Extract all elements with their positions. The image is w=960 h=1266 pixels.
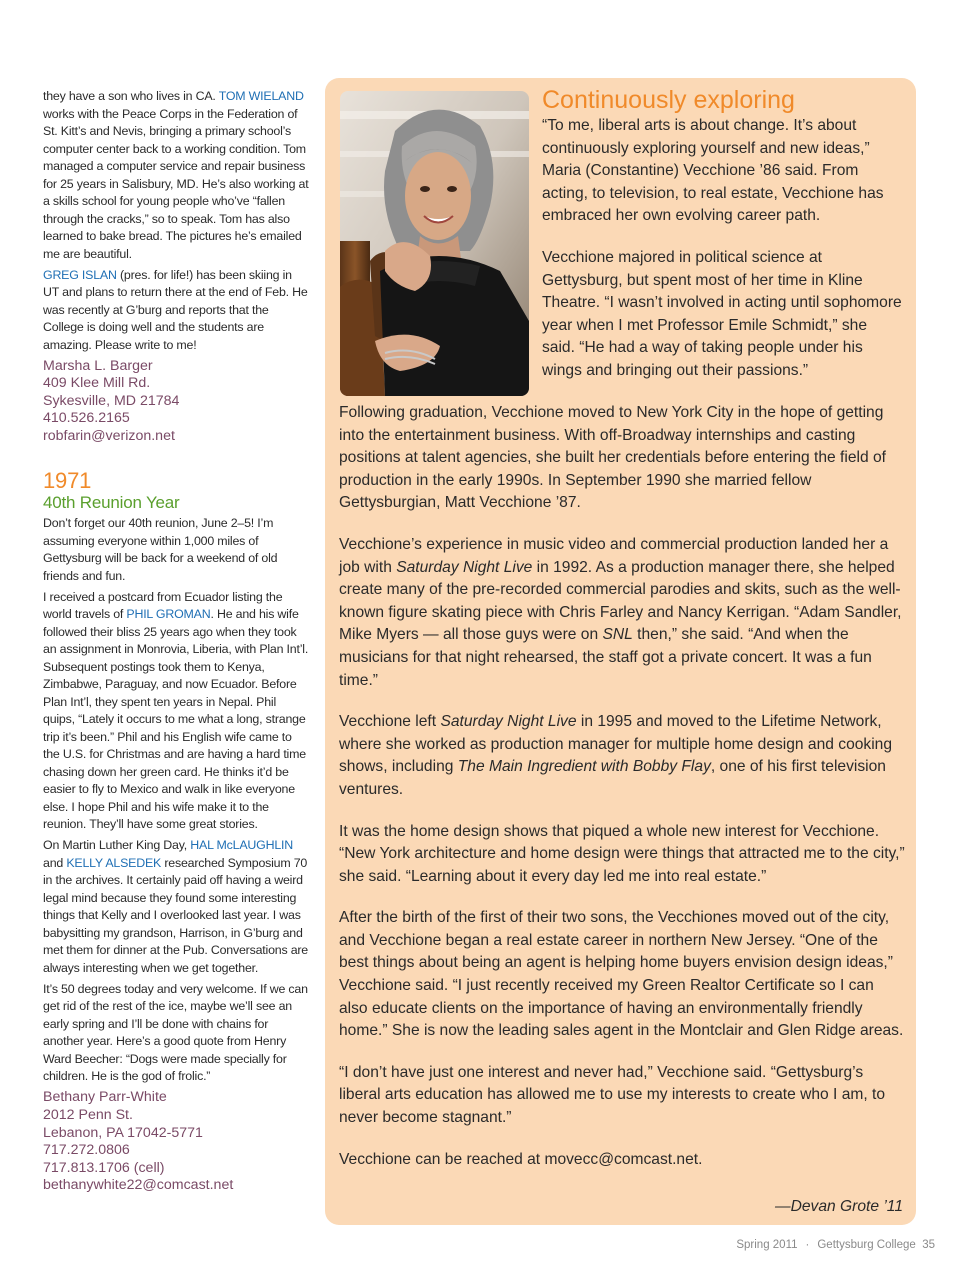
portrait-photo	[340, 91, 529, 396]
feature-paragraph: “I don’t have just one interest and never had,” Vecchione said. “Gettysburg’s liberal arts education has allowed me to use my interests to create who I am, to never become stagnant.”	[339, 1063, 886, 1127]
class-year-heading: 1971	[43, 468, 92, 494]
reunion-subheading: 40th Reunion Year	[43, 493, 180, 513]
class-note-paragraph: they have a son who lives in CA. TOM WIELAND works with the Peace Corps in the Federation of St. Kitt’s and Nevis, bringing a primary school’s computer center back to a working condition. Tom managed a computer service and repair business for 25 years in Salisbury, MD. He’s also working at a skills school for young people who’ve “fallen through the cracks,” so to speak. Tom has also learned to bake bread. The pictures he’s emailed me are beautiful.	[43, 89, 309, 261]
classmate-name: PHIL GROMAN	[126, 607, 211, 622]
contact-email[interactable]: robfarin@verizon.net	[43, 427, 175, 444]
feature-paragraph: Following graduation, Vecchione moved to New York City in the hope of getting into the entertainment business. With off-Broadway internships and casting positions at talent agencies, she built her credentials before entering the field of production in the early 1990s. In September 1990 she married fellow Gettysburgian, Matt Vecchione ’87.	[339, 404, 886, 512]
classmate-name: GREG ISLAN	[43, 267, 117, 282]
show-title: Saturday Night Live	[440, 713, 577, 731]
contact-name: Bethany Parr-White	[43, 1089, 167, 1106]
class-note-paragraph: It’s 50 degrees today and very welcome. If we can get rid of the rest of the ice, maybe we’ll see an early spring and I’ll be done with chains for another year. Here’s a good quote from Henry Ward Beecher: “Dogs were made specially for children. He is the god of frolic.”	[43, 981, 308, 1084]
feature-paragraph: After the birth of the first of their two sons, the Vecchiones moved out of the city, and Vecchione began a real estate career in northern New Jersey. “One of the best things about being an agent is helping home buyers envision design ideas,” Vecchione said. “I just recently received my Green Realtor Certificate so I can also educate clients on the importance of having an environmentally friendly home.” She is now the leading sales agent in the Montclair and Glen Ridge areas.	[339, 909, 904, 1040]
contact-city: Sykesville, MD 21784	[43, 392, 180, 409]
feature-paragraph: It was the home design shows that piqued a whole new interest for Vecchione. “New York architecture and home design were things that attracted me to the city,” she said. “Learning about it every day led me into real estate.”	[339, 822, 905, 885]
class-note-paragraph: On Martin Luther King Day, HAL McLAUGHLIN and KELLY ALSEDEK researched Symposium 70 in the archives. It certainly paid off having a weird legal mind because they found some interesting things that Kelly and I overlooked last year. I was babysitting my grandson, Harrison, in G’burg and met them for dinner at the Pub. Conversations are always interesting when we get together.	[43, 838, 309, 975]
contact-city: Lebanon, PA 17042-5771	[43, 1124, 203, 1141]
feature-paragraph: “To me, liberal arts is about change. It’s about continuously exploring yourself and new ideas,” Maria (Constantine) Vecchione ’86 said. From acting, to television, to real estate, Vecchione has embraced her own evolving career path.	[542, 117, 884, 225]
show-title: SNL	[602, 626, 633, 644]
feature-paragraph: Vecchione left Saturday Night Live in 1995 and moved to the Lifetime Network, where she worked as production manager for multiple home design and cooking shows, including The Main Ingredient with Bobby Flay, one of his first television ventures.	[339, 713, 893, 798]
feature-paragraph: Vecchione majored in political science at Gettysburg, but spent most of her time in Kline Theatre. “I wasn’t involved in acting until sophomore year when I met Professor Emile Schmidt,” she said. “He had a way of taking people under his wings and bringing out their passions.”	[542, 248, 902, 379]
classmate-name: HAL McLAUGHLIN	[190, 838, 294, 853]
correspondent-contact	[43, 358, 309, 446]
contact-email[interactable]: bethanywhite22@comcast.net	[43, 1177, 234, 1194]
contact-street: 409 Klee Mill Rd.	[43, 375, 151, 392]
classmate-name: TOM WIELAND	[218, 89, 304, 103]
contact-cell: 717.813.1706 (cell)	[43, 1159, 165, 1176]
show-title: Saturday Night Live	[396, 558, 533, 576]
feature-title: Continuously exploring	[542, 86, 795, 114]
page-footer	[700, 1239, 935, 1251]
author-signature: —Devan Grote ’11	[775, 1198, 903, 1215]
publication-name: Gettysburg College	[817, 1239, 916, 1251]
class-notes-column	[43, 88, 309, 1195]
contact-phone: 410.526.2165	[43, 410, 130, 427]
feature-body	[339, 402, 905, 1190]
contact-street: 2012 Penn St.	[43, 1107, 133, 1124]
portrait-image	[340, 91, 529, 396]
footer-separator: ·	[805, 1239, 810, 1251]
class-note-paragraph: Don’t forget our 40th reunion, June 2–5! I’m assuming everyone within 1,000 miles of Gettysburg will be back for a weekend of old friends and fun.	[43, 516, 278, 583]
feature-paragraph: Vecchione’s experience in music video and commercial production landed her a job with Saturday Night Live in 1992. As a production manager there, she helped create many of the pre-recorded commercial parodies and skits, such as the well-known figure skating piece with Chris Farley and Nancy Kerrigan. “Adam Sandler, Mike Myers — all those guys were on SNL then,” she said. “And when the musicians for that night rehearsed, the staff got a private concert. It was a fun time.”	[339, 535, 902, 689]
contact-name: Marsha L. Barger	[43, 357, 153, 374]
issue-label: Spring 2011	[736, 1239, 798, 1251]
contact-phone: 717.272.0806	[43, 1142, 130, 1159]
correspondent-contact	[43, 1089, 309, 1195]
feature-paragraph: Vecchione can be reached at movecc@comcast.net.	[339, 1150, 703, 1168]
show-title: The Main Ingredient with Bobby Flay	[457, 758, 711, 776]
page-number: 35	[922, 1239, 935, 1251]
class-note-paragraph: GREG ISLAN (pres. for life!) has been skiing in UT and plans to return there at the end of Feb. He was recently at G’burg and reports that the College is doing well and the students are amazing. Please write to me!	[43, 267, 308, 352]
feature-intro	[542, 115, 904, 402]
class-note-paragraph: I received a postcard from Ecuador listing the world travels of PHIL GROMAN. He and his wife followed their bliss 25 years ago when they took an assignment in Monrovia, Liberia, with Plan Int’l. Subsequent postings took them to Kenya, Zimbabwe, Paraguay, and now Ecuador. Before Plan Int’l, they spent ten years in Nepal. Phil quips, “Lately it occurs to me what a long, strange trip it’s been.” Phil and his English wife came to the U.S. for Christmas and are having a hard time chasing down her green card. He thinks it’d be easier to fly to Mexico and walk in like everyone else. I hope Phil and his wife make it to the reunion. They’ll have some great stories.	[43, 589, 309, 832]
classmate-name: KELLY ALSEDEK	[66, 855, 162, 870]
